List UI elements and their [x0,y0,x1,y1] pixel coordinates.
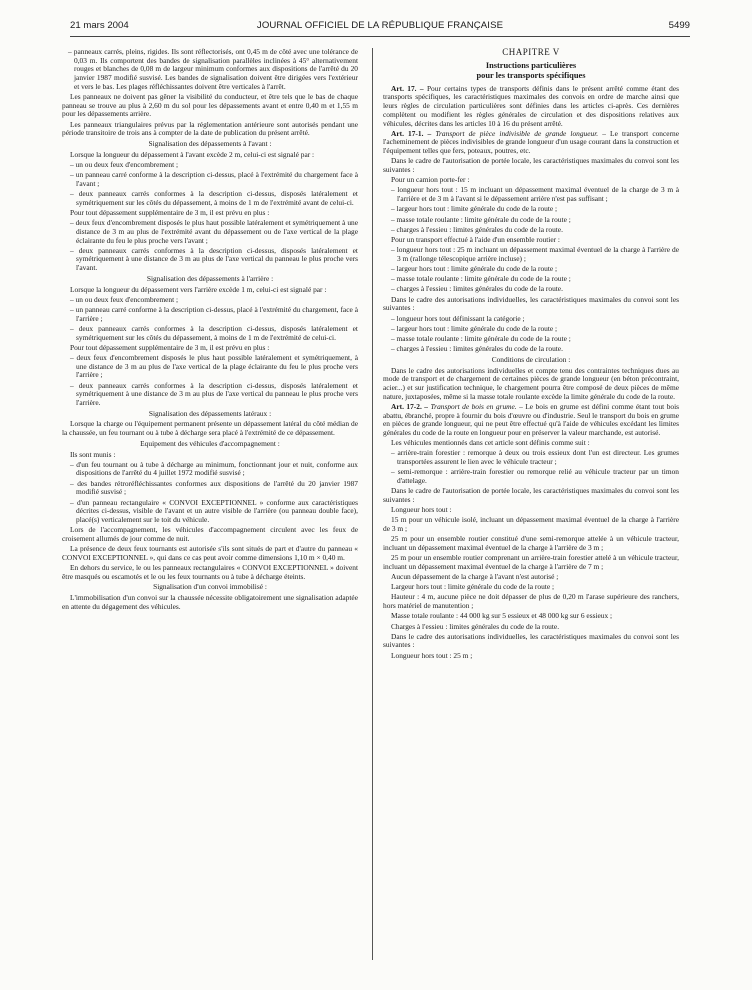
list-item: – charges à l'essieu : limites générales du code de la route. [391,284,563,294]
paragraph: Dans le cadre de l'autorisation de portée locale, les caractéristiques maximales du convoi sont les suivantes : [383,156,679,175]
paragraph: Pour tout dépassement supplémentaire de 3 m, il est prévu en plus : [70,342,270,352]
paragraph: Dans le cadre de l'autorisation de portée locale, les caractéristiques maximales du convoi sont les suivantes : [383,486,679,504]
paragraph: Longueur hors tout : 25 m ; [391,650,473,660]
list-item: – deux panneaux carrés conformes à la description ci-dessus, disposés latéralement et symétriquement à une distance de 3 m au plus de l'axe vertical du panneau le plus proche vers l'arrière. [70,380,358,408]
list-item: – panneaux carrés, pleins, rigides. Ils sont réflectorisés, ont 0,45 m de côté avec une tolérance de 0,03 m. Ils comportent des bandes de signalisation parallèles inclinées à 45° alternativement rouges et blanches de 0,08 m de largeur minimum conformes aux dispositions de l'arrêté du 20 janvier 1987 modifié susvisé. Les bandes de signalisation doivent être dirigées vers l'extérieur et vers le bas. Les plages réfléchissantes doivent être verticales à l'arrêt. [68,47,358,91]
page-number: 5499 [668,20,690,31]
section-title-line-1: Instructions particulières [485,60,577,70]
paragraph: 25 m pour un ensemble routier comprenant un arrière-train forestier attelé à un véhicule tracteur, incluant un dépassement maximal éventuel de la charge à l'arrière de 7 m ; [383,553,679,571]
page-header [70,20,690,37]
paragraph: Largeur hors tout : limite générale du code de la route ; [391,582,555,592]
article-text: – Le transport concerne l'acheminement de pièces indivisibles de grande longueur d'un usage courant dans la construction et l'équipement telles que fers, poteaux, poutres, etc. [383,128,679,156]
subheading: Signalisation des dépassements latéraux : [148,408,272,418]
article-label: Art. 17. – [391,83,427,93]
article-paragraph [383,85,679,129]
paragraph: La présence de deux feux tournants est autorisée s'ils sont situés de part et d'autre du panneau « CONVOI EXCEPTIONNEL », qui dans ce cas peut avoir comme dimensions 1,10 m × 0,40 m. [62,544,358,562]
paragraph: Pour un transport effectué à l'aide d'un ensemble routier : [391,234,560,244]
subheading: Signalisation des dépassements à l'arrière : [146,273,274,283]
list-item: – masse totale roulante : limite générale du code de la route ; [391,214,571,224]
paragraph: Lorsque la charge ou l'équipement permanent présente un dépassement latéral du côté médian de la chaussée, un feu tournant ou à tube à décharge sera placé à l'extrémité de ce dépassement. [62,419,358,438]
subheading: Signalisation d'un convoi immobilisé : [153,582,267,592]
paragraph: Hauteur : 4 m, aucune pièce ne doit dépasser de plus de 0,20 m l'arase supérieure des ranchers, hors matériel de manutention ; [383,592,679,611]
article-text: Pour certains types de transports définis dans le présent arrêté comme étant des transports spécifiques, les caractéristiques maximales des convois en ordre de marche ainsi que leurs règles de circulation particulières sont définies dans les articles ci-après. Ces dernières complètent ou modifient les règles générales de circulation et des dispositions relatives aux véhicules, décrites dans les articles 10 à 16 du présent arrêté. [383,83,679,128]
paragraph: Les panneaux triangulaires prévus par la réglementation antérieure sont autorisés pendant une période transitoire de trois ans à compter de la date de publication du présent arrêté. [62,119,358,138]
list-item: – un panneau carré conforme à la description ci-dessus, placé à l'extrémité du chargement face à l'avant ; [70,170,358,188]
list-item: – masse totale roulante : limite générale du code de la route ; [391,274,571,284]
paragraph: En dehors du service, le ou les panneaux rectangulaires « CONVOI EXCEPTIONNEL » doivent être masqués ou escamotés et le ou les feux tournants ou à tube à décharge éteints. [62,562,358,581]
paragraph: Pour tout dépassement supplémentaire de 3 m, il est prévu en plus : [70,207,270,217]
list-item: – longueur hors tout : 25 m incluant un dépassement maximal éventuel de la charge à l'arrière de 3 m (rallonge télescopique arrière incluse) ; [391,245,679,263]
list-item: – arrière-train forestier : remorque à deux ou trois essieux dont l'un est directeur. Les grumes transportées assurent le lien avec le véhicule tracteur ; [391,448,679,467]
list-item: – deux panneaux carrés conformes à la description ci-dessus, disposés latéralement et symétriquement sur les côtés du dépassement, à moins de 1 m de l'extrémité de celui-ci. [70,323,358,342]
list-item: – un ou deux feux d'encombrement ; [70,294,179,304]
paragraph: Dans le cadre des autorisations individuelles, les caractéristiques maximales du convoi sont les suivantes : [383,631,679,650]
article-paragraph [383,403,679,438]
article-paragraph [383,130,679,156]
list-item: – masse totale roulante : limite générale du code de la route ; [391,333,571,343]
list-item: – d'un feu tournant ou à tube à décharge au minimum, fonctionnant jour et nuit, conforme aux dispositions de l'arrêté du 4 juillet 1972 modifié susvisé ; [70,459,358,478]
subheading: Signalisation des dépassements à l'avant : [148,139,272,149]
paragraph: L'immobilisation d'un convoi sur la chaussée nécessite obligatoirement une signalisation adaptée en attente du dégagement des véhicules. [62,593,358,611]
article-title: Transport de bois en grume. [430,401,517,411]
paragraph: Masse totale roulante : 44 000 kg sur 5 essieux et 48 000 kg sur 6 essieux ; [391,611,613,621]
paragraph: 15 m pour un véhicule isolé, incluant un dépassement maximal éventuel de la charge à l'arrière de 3 m ; [383,515,679,534]
list-item: – deux panneaux carrés conformes à la description ci-dessus, disposés latéralement et symétriquement à une distance de 3 m au plus de l'axe vertical du panneau le plus proche vers l'avant. [70,245,358,273]
right-column-body [383,85,679,661]
section-title [383,61,679,81]
paragraph: Ils sont munis : [70,449,116,459]
paragraph: 25 m pour un ensemble routier constitué d'une semi-remorque attelée à un véhicule tracteur, incluant un dépassement maximal éventuel de la charge à l'arrière de 3 m ; [383,534,679,552]
section-title-line-2: pour les transports spécifiques [476,70,586,80]
list-item: – largeur hors tout : limite générale du code de la route ; [391,204,558,214]
paragraph: Dans le cadre des autorisations individuelles, les caractéristiques maximales du convoi sont les suivantes : [383,294,679,313]
list-item: – longueur hors tout : 15 m incluant un dépassement maximal éventuel de la charge de 3 m à l'arrière et de 3 m à l'avant si le dépassement arrière n'est pas suffisant ; [391,185,679,204]
chapter-heading: CHAPITRE V [502,47,560,57]
paragraph: Les panneaux ne doivent pas gêner la visibilité du conducteur, et être tels que le bas de chaque panneau se trouve au plus à 2,60 m du sol pour les dépassements avant et entre 0,40 m et 1,55 m pour les dépassements arrière. [62,92,358,119]
header-date: 21 mars 2004 [70,20,129,31]
list-item: – deux panneaux carrés conformes à la description ci-dessus, disposés latéralement et symétriquement sur les côtés du dépassement, à moins de 1 m de l'extrémité avant de celui-ci. [70,189,358,207]
list-item: – des bandes rétroréfléchissantes conformes aux dispositions de l'arrêté du 20 janvier 1987 modifié susvisé ; [70,478,358,497]
list-item: – deux feux d'encombrement disposés le plus haut possible latéralement et symétriquement, à une distance de 3 m au plus de l'axe vertical de la plage éclairante du feu le plus proche vers l'arrière ; [70,353,358,380]
paragraph: Charges à l'essieu : limites générales du code de la route. [391,621,560,631]
paragraph: Longueur hors tout : [391,505,452,515]
paragraph: Lorsque la longueur du dépassement vers l'arrière excède 1 m, celui-ci est signalé par : [70,284,327,294]
paragraph: Les véhicules mentionnés dans cet article sont définis comme suit : [391,438,590,448]
list-item: – largeur hors tout : limite générale du code de la route ; [391,264,558,274]
column-divider [372,48,373,960]
header-title: JOURNAL OFFICIEL DE LA RÉPUBLIQUE FRANÇAISE [256,20,504,31]
paragraph: Lors de l'accompagnement, les véhicules d'accompagnement circulent avec les feux de croisement allumés de jour comme de nuit. [62,525,358,543]
paragraph: Lorsque la longueur du dépassement à l'avant excède 2 m, celui-ci est signalé par : [70,149,315,159]
paragraph: Pour un camion porte-fer : [391,175,470,185]
list-item: – charges à l'essieu : limites générales du code de la route. [391,224,563,234]
list-item: – un ou deux feux d'encombrement ; [70,159,179,169]
paragraph: Aucun dépassement de la charge à l'avant n'est autorisé ; [391,572,559,582]
article-label: Art. 17-1. – [391,128,436,138]
list-item: – charges à l'essieu : limites générales du code de la route. [391,344,563,354]
article-text: – Le bois en grume est défini comme étant tout bois abattu, ébranché, propre à fournir du bois d'œuvre ou d'industrie. Seul le transport du bois en grume en pièces de grande longueur, qui ne peut être effectué qu'à l'aide de véhicules excédant les limites générales du code de la route en longueur pour en préserver la valeur marchande, est autorisé. [383,401,680,438]
list-item: – un panneau carré conforme à la description ci-dessus, placé à l'extrémité du chargement, face à l'arrière ; [70,304,358,323]
list-item: – semi-remorque : arrière-train forestier ou remorque relié au véhicule tracteur par un timon d'attelage. [391,467,679,486]
left-column [62,48,358,613]
article-title: Transport de pièce indivisible de grande longueur. [435,128,599,138]
list-item: – d'un panneau rectangulaire « CONVOI EXCEPTIONNEL » conforme aux caractéristiques décrites ci-dessus, visible de l'avant et un autre visible de l'arrière (ou panneau double face), placé(s) verticalement sur le toit du véhicule. [70,497,358,524]
list-item: – deux feux d'encombrement disposés le plus haut possible latéralement et symétriquement à une distance de 3 m au plus de l'extrémité avant du dépassement ou de l'axe vertical de la plage éclairante du feu le plus proche vers l'avant ; [70,218,358,245]
paragraph: Dans le cadre des autorisations individuelles et compte tenu des contraintes techniques dues au mode de transport et de chargement de certaines pièces de grande longueur (en béton précontraint, acier...) et sur justification technique, le chargement pourra être composé de deux pièces de même nature, juxtaposées, même si la masse totale roulante excède la limite générale du code de la route. [383,365,679,401]
list-item: – longueur hors tout définissant la catégorie ; [391,313,525,323]
subheading: Equipement des véhicules d'accompagnement : [140,438,280,448]
article-label: Art. 17-2. – [391,401,431,411]
subheading: Conditions de circulation : [491,354,571,364]
list-item: – largeur hors tout : limite générale du code de la route ; [391,323,558,333]
right-column [383,48,679,662]
